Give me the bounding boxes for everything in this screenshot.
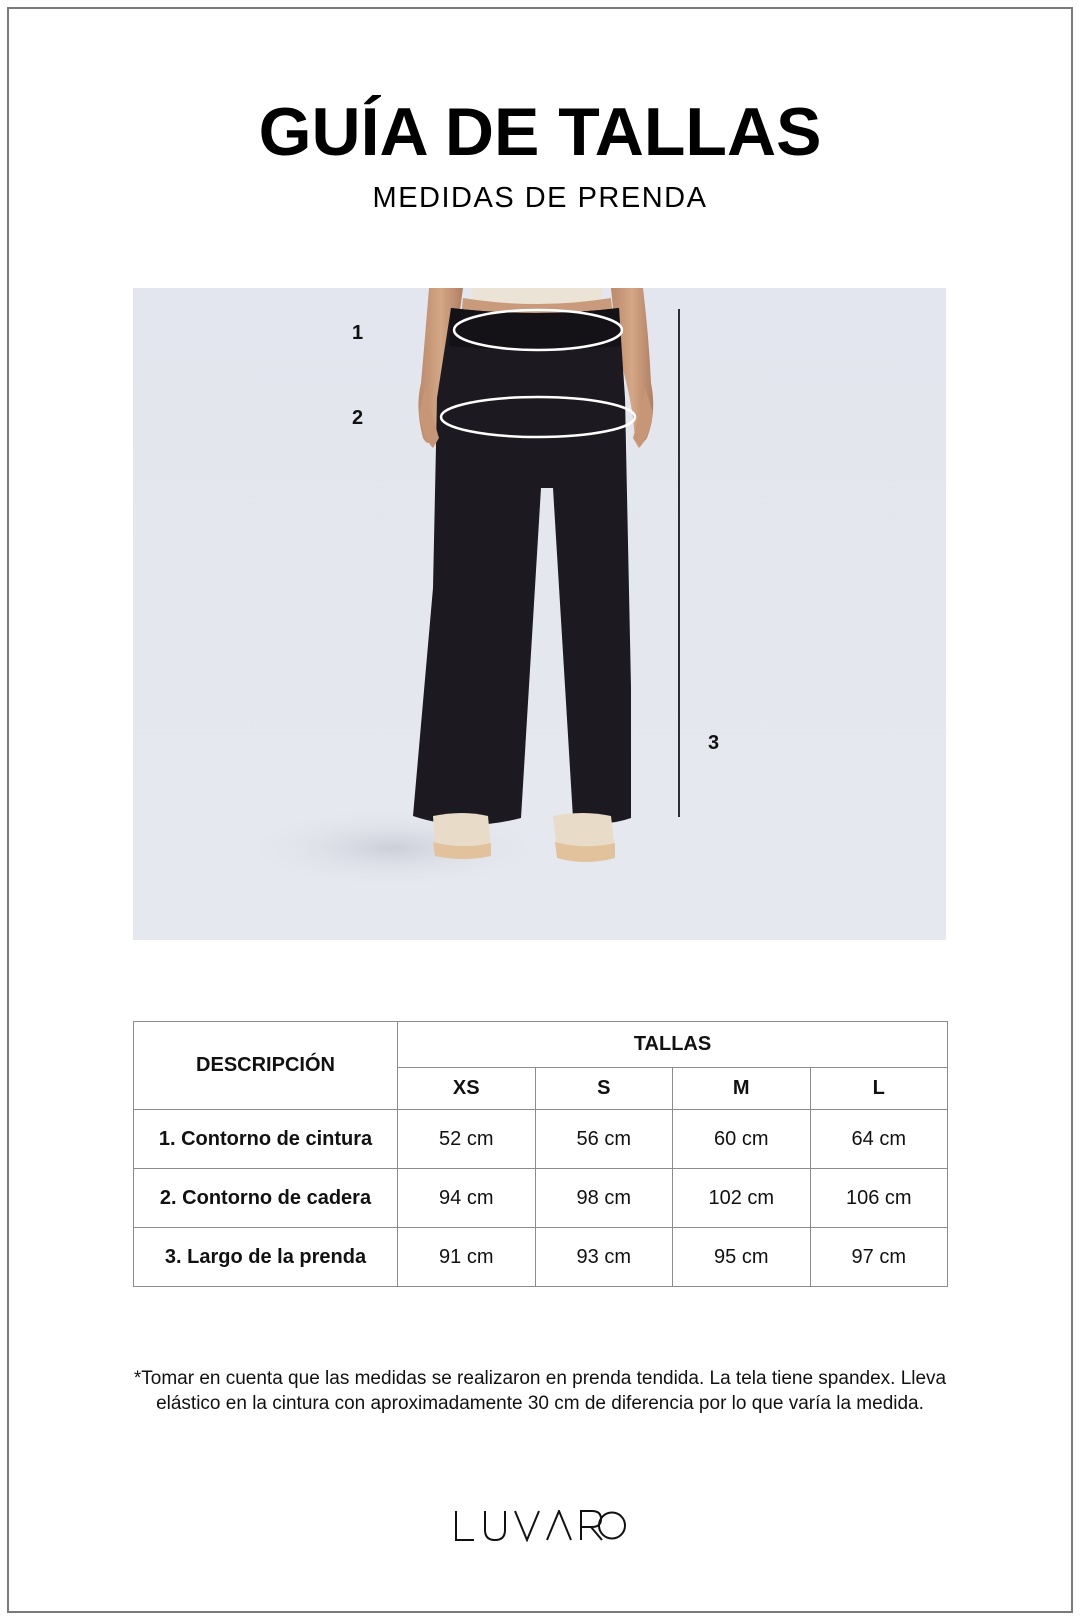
table-row-waist — [134, 1110, 948, 1169]
cell-value: 97 cm — [810, 1228, 948, 1287]
table-row-length — [134, 1228, 948, 1287]
luvaro-wordmark-icon — [454, 1510, 626, 1542]
size-m-header: M — [673, 1068, 811, 1110]
cell-value: 52 cm — [398, 1110, 536, 1169]
cell-value: 94 cm — [398, 1169, 536, 1228]
size-s-header: S — [535, 1068, 673, 1110]
row-label: 3. Largo de la prenda — [134, 1228, 398, 1287]
measurement-note — [60, 1366, 1020, 1416]
note-line-1: *Tomar en cuenta que las medidas se realizaron en prenda tendida. La tela tiene spandex. Lleva — [133, 1368, 947, 1389]
marker-label-length: 3 — [708, 732, 720, 754]
garment-photo — [133, 288, 946, 940]
page-subtitle: MEDIDAS DE PRENDA — [372, 182, 708, 214]
marker-label-waist: 1 — [352, 322, 364, 344]
brand-logo — [0, 1510, 1080, 1547]
table-row-hip — [134, 1169, 948, 1228]
cell-value: 64 cm — [810, 1110, 948, 1169]
size-table — [133, 1021, 948, 1287]
marker-label-hip: 2 — [352, 407, 364, 429]
note-line-2: elástico en la cintura con aproximadamente 30 cm de diferencia por lo que varía la medida. — [156, 1393, 924, 1414]
cell-value: 106 cm — [810, 1169, 948, 1228]
description-header: DESCRIPCIÓN — [134, 1022, 398, 1110]
cell-value: 95 cm — [673, 1228, 811, 1287]
size-xs-header: XS — [398, 1068, 536, 1110]
page-title: GUÍA DE TALLAS — [258, 94, 822, 170]
row-label: 1. Contorno de cintura — [134, 1110, 398, 1169]
cell-value: 56 cm — [535, 1110, 673, 1169]
size-l-header: L — [810, 1068, 948, 1110]
sizes-header: TALLAS — [398, 1022, 948, 1068]
cell-value: 93 cm — [535, 1228, 673, 1287]
cell-value: 98 cm — [535, 1169, 673, 1228]
cell-value: 102 cm — [673, 1169, 811, 1228]
model-illustration — [133, 288, 946, 940]
cell-value: 60 cm — [673, 1110, 811, 1169]
cell-value: 91 cm — [398, 1228, 536, 1287]
row-label: 2. Contorno de cadera — [134, 1169, 398, 1228]
